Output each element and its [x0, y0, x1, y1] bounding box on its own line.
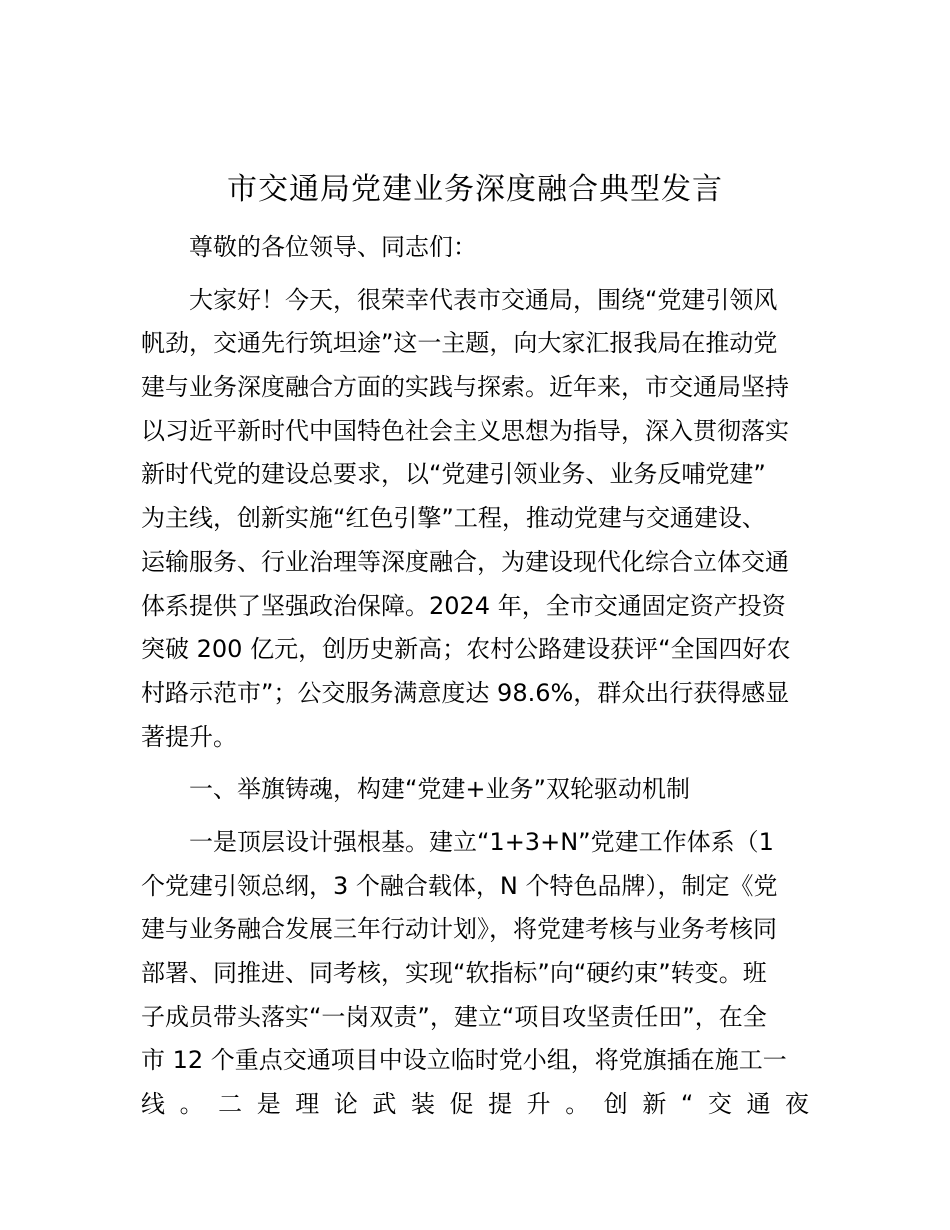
section-heading: 一、举旗铸魂，构建“党建+业务”双轮驱动机制	[189, 775, 690, 804]
document-title: 市交通局党建业务深度融合典型发言	[227, 172, 723, 207]
paragraph-line: 为主线，创新实施“红色引擎”工程，推动党建与交通建设、	[141, 504, 766, 533]
paragraph-line: 突破 200 亿元，创历史新高；农村公路建设获评“全国四好农	[141, 635, 791, 664]
document-body	[141, 226, 811, 1127]
paragraph-line: 村路示范市”；公交服务满意度达 98.6%，群众出行获得感显	[141, 678, 790, 707]
justified-char: 夜	[785, 1090, 809, 1119]
justified-char: 新	[642, 1090, 667, 1119]
justified-char: 理	[295, 1090, 320, 1119]
justified-char: 。	[179, 1090, 204, 1119]
paragraph-section-one	[141, 821, 811, 1127]
justified-char: “	[680, 1090, 694, 1119]
justified-char: 交	[707, 1090, 732, 1119]
justified-char: 装	[410, 1090, 435, 1119]
justified-last-line	[141, 1083, 809, 1127]
paragraph-line: 市 12 个重点交通项目中设立临时党小组，将党旗插在施工一	[141, 1046, 787, 1075]
justified-char: 论	[333, 1090, 358, 1119]
paragraph-line: 著提升。	[141, 722, 237, 751]
paragraph-line: 部署、同推进、同考核，实现“软指标”向“硬约束”转变。班	[141, 959, 767, 987]
justified-char: 创	[603, 1090, 628, 1119]
justified-char: 二	[218, 1090, 243, 1119]
justified-char: 促	[449, 1090, 474, 1119]
paragraph-line: 一是顶层设计强根基。建立“1+3+N”党建工作体系（1	[189, 827, 774, 856]
justified-char: 线	[141, 1090, 165, 1119]
justified-char: 通	[746, 1090, 771, 1119]
paragraph-line: 建与业务融合发展三年行动计划》，将党建考核与业务考核同	[141, 915, 777, 944]
paragraph-line: 个党建引领总纲，3 个融合载体，N 个特色品牌），制定《党	[141, 871, 778, 900]
paragraph-line: 子成员带头落实“一岗双责”，建立“项目攻坚责任田”，在全	[141, 1002, 767, 1031]
paragraph-line: 体系提供了坚强政治保障。2024 年，全市交通固定资产投资	[141, 591, 786, 620]
paragraph-line: 大家好！今天，很荣幸代表市交通局，围绕“党建引领风	[189, 285, 778, 314]
paragraph-line: 新时代党的建设总要求，以“党建引领业务、业务反哺党建”	[141, 460, 766, 489]
paragraph-line: 帆劲，交通先行筑坦途”这一主题，向大家汇报我局在推动党	[141, 329, 778, 358]
paragraph-line: 运输服务、行业治理等深度融合，为建设现代化综合立体交通	[141, 547, 789, 576]
justified-char: 武	[372, 1090, 397, 1119]
justified-char: 。	[565, 1090, 590, 1119]
justified-char: 是	[256, 1090, 281, 1119]
justified-char: 提	[488, 1090, 513, 1119]
paragraph-line: 以习近平新时代中国特色社会主义思想为指导，深入贯彻落实	[141, 416, 789, 445]
salutation: 尊敬的各位领导、同志们：	[189, 233, 477, 261]
paragraph-line: 建与业务深度融合方面的实践与探索。近年来，市交通局坚持	[141, 373, 789, 402]
paragraph-intro	[141, 279, 811, 760]
justified-char: 升	[526, 1090, 551, 1119]
